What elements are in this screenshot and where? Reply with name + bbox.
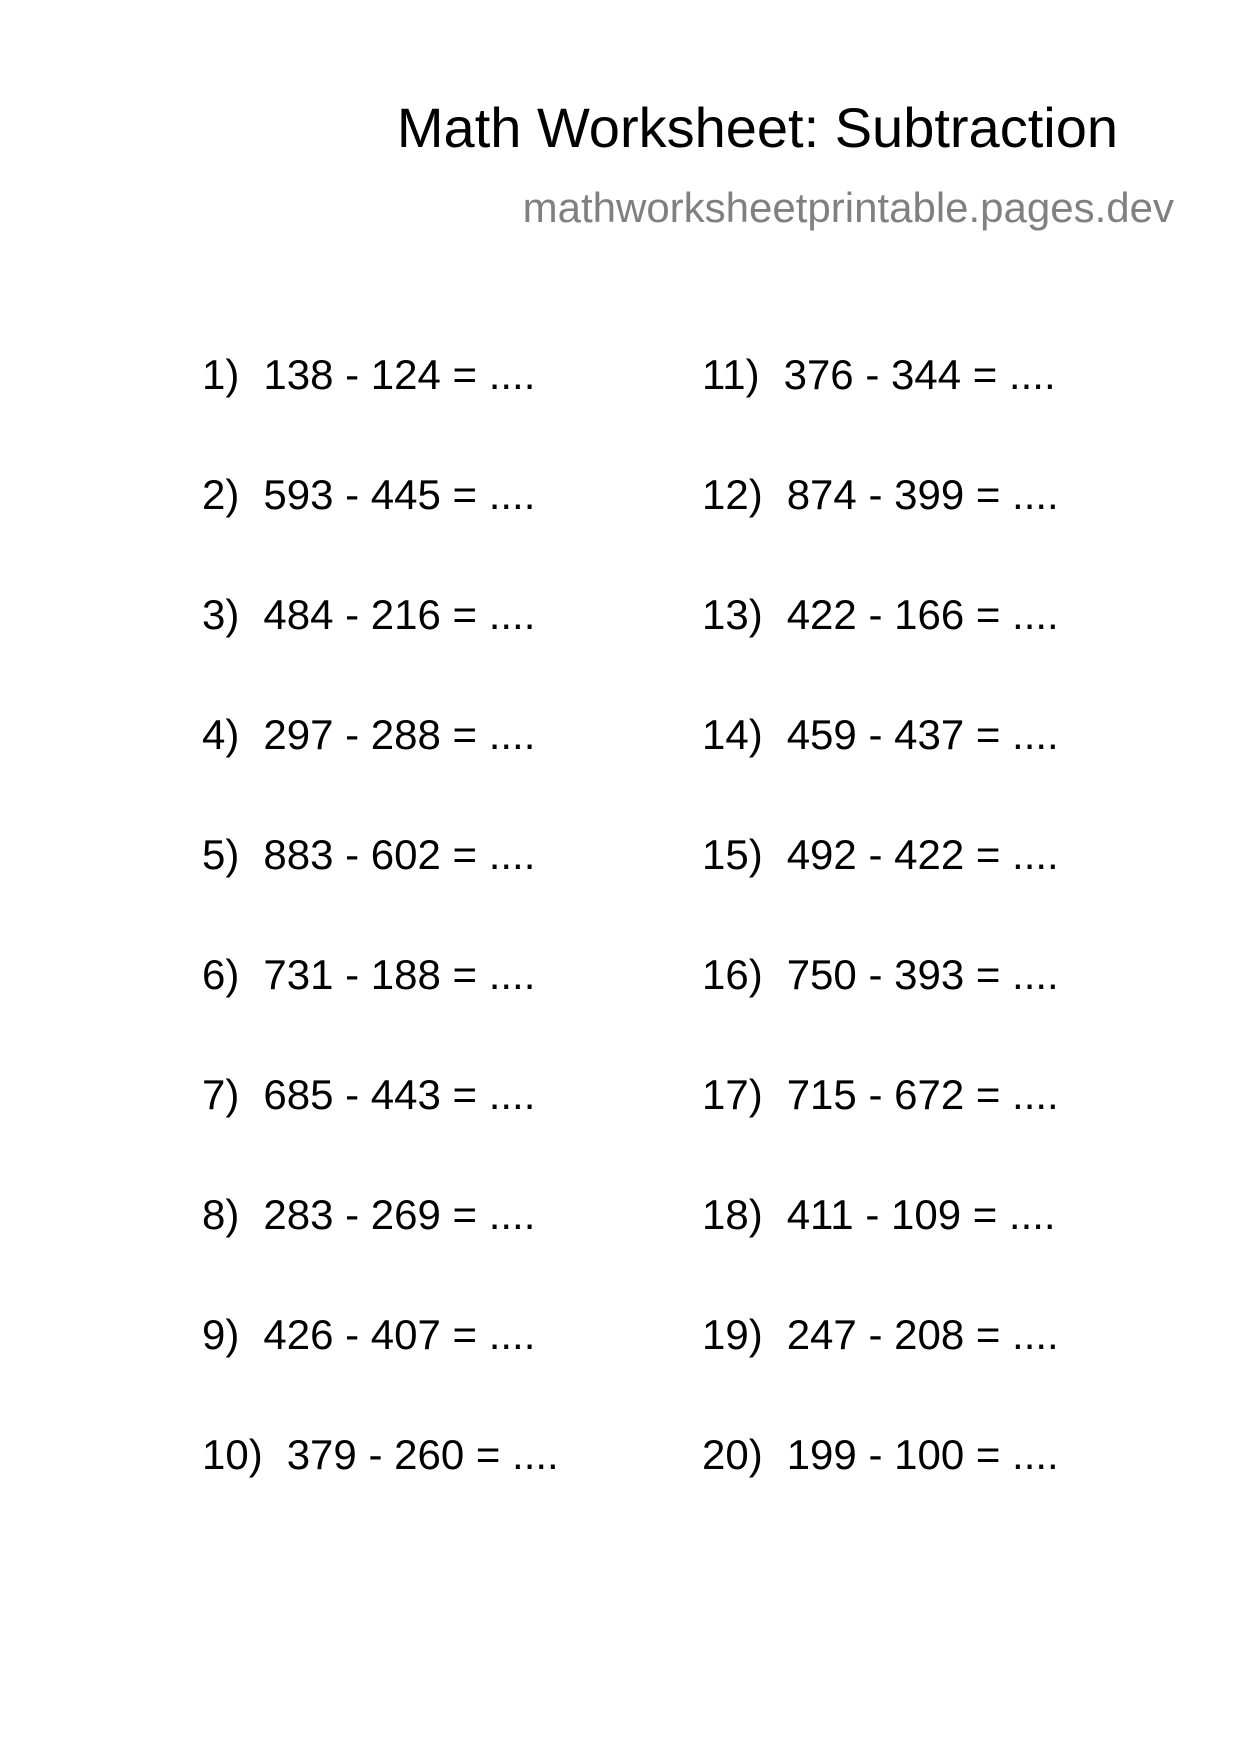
problem-number: 1)	[202, 351, 240, 398]
website-url: mathworksheetprintable.pages.dev	[522, 184, 1174, 231]
problem-expression: 685 - 443 = ....	[263, 1071, 536, 1118]
problem-item	[202, 1071, 559, 1194]
problem-item	[202, 1191, 559, 1314]
problem-item	[702, 831, 1059, 954]
worksheet-title: Math Worksheet: Subtraction	[396, 96, 1118, 159]
problem-number: 2)	[202, 471, 240, 518]
problem-number: 14)	[702, 711, 763, 758]
problem-item	[702, 951, 1059, 1074]
problem-expression: 883 - 602 = ....	[263, 831, 536, 878]
problem-expression: 297 - 288 = ....	[263, 711, 536, 758]
problem-item	[202, 351, 559, 474]
problem-expression: 750 - 393 = ....	[786, 951, 1059, 998]
problem-item	[702, 711, 1059, 834]
problem-expression: 459 - 437 = ....	[786, 711, 1059, 758]
problem-number: 17)	[702, 1071, 763, 1118]
problem-expression: 426 - 407 = ....	[263, 1311, 536, 1358]
problem-expression: 593 - 445 = ....	[263, 471, 536, 518]
problem-item	[202, 711, 559, 834]
problem-expression: 874 - 399 = ....	[786, 471, 1059, 518]
problem-number: 11)	[702, 351, 760, 398]
problem-number: 20)	[702, 1431, 763, 1478]
problem-number: 9)	[202, 1311, 240, 1358]
problem-number: 4)	[202, 711, 240, 758]
problem-number: 5)	[202, 831, 240, 878]
problem-expression: 715 - 672 = ....	[786, 1071, 1059, 1118]
problem-item	[702, 351, 1059, 474]
problem-column-right	[702, 351, 1059, 1554]
problem-expression: 731 - 188 = ....	[263, 951, 536, 998]
problem-expression: 422 - 166 = ....	[786, 591, 1059, 638]
problem-column-left	[202, 351, 559, 1554]
problem-number: 13)	[702, 591, 763, 638]
problem-item	[702, 1191, 1059, 1314]
problem-item	[702, 1311, 1059, 1434]
problem-item	[702, 591, 1059, 714]
problem-item	[702, 1431, 1059, 1554]
problem-item	[202, 471, 559, 594]
problem-item	[202, 1431, 559, 1554]
problem-number: 18)	[702, 1191, 763, 1238]
problem-expression: 138 - 124 = ....	[263, 351, 536, 398]
problem-item	[202, 1311, 559, 1434]
problem-number: 12)	[702, 471, 763, 518]
problem-item	[202, 591, 559, 714]
problem-number: 6)	[202, 951, 240, 998]
problem-number: 10)	[202, 1431, 263, 1478]
problem-number: 15)	[702, 831, 763, 878]
problem-item	[202, 951, 559, 1074]
problem-expression: 376 - 344 = ....	[783, 351, 1056, 398]
problem-expression: 492 - 422 = ....	[786, 831, 1059, 878]
problem-item	[202, 831, 559, 954]
problem-expression: 379 - 260 = ....	[286, 1431, 559, 1478]
problem-expression: 484 - 216 = ....	[263, 591, 536, 638]
problem-number: 3)	[202, 591, 240, 638]
problem-number: 19)	[702, 1311, 763, 1358]
problem-number: 8)	[202, 1191, 240, 1238]
problem-expression: 199 - 100 = ....	[786, 1431, 1059, 1478]
problem-item	[702, 1071, 1059, 1194]
problem-expression: 411 - 109 = ....	[786, 1191, 1056, 1238]
problem-item	[702, 471, 1059, 594]
problem-expression: 247 - 208 = ....	[786, 1311, 1059, 1358]
problem-expression: 283 - 269 = ....	[263, 1191, 536, 1238]
problem-number: 16)	[702, 951, 763, 998]
problem-number: 7)	[202, 1071, 240, 1118]
